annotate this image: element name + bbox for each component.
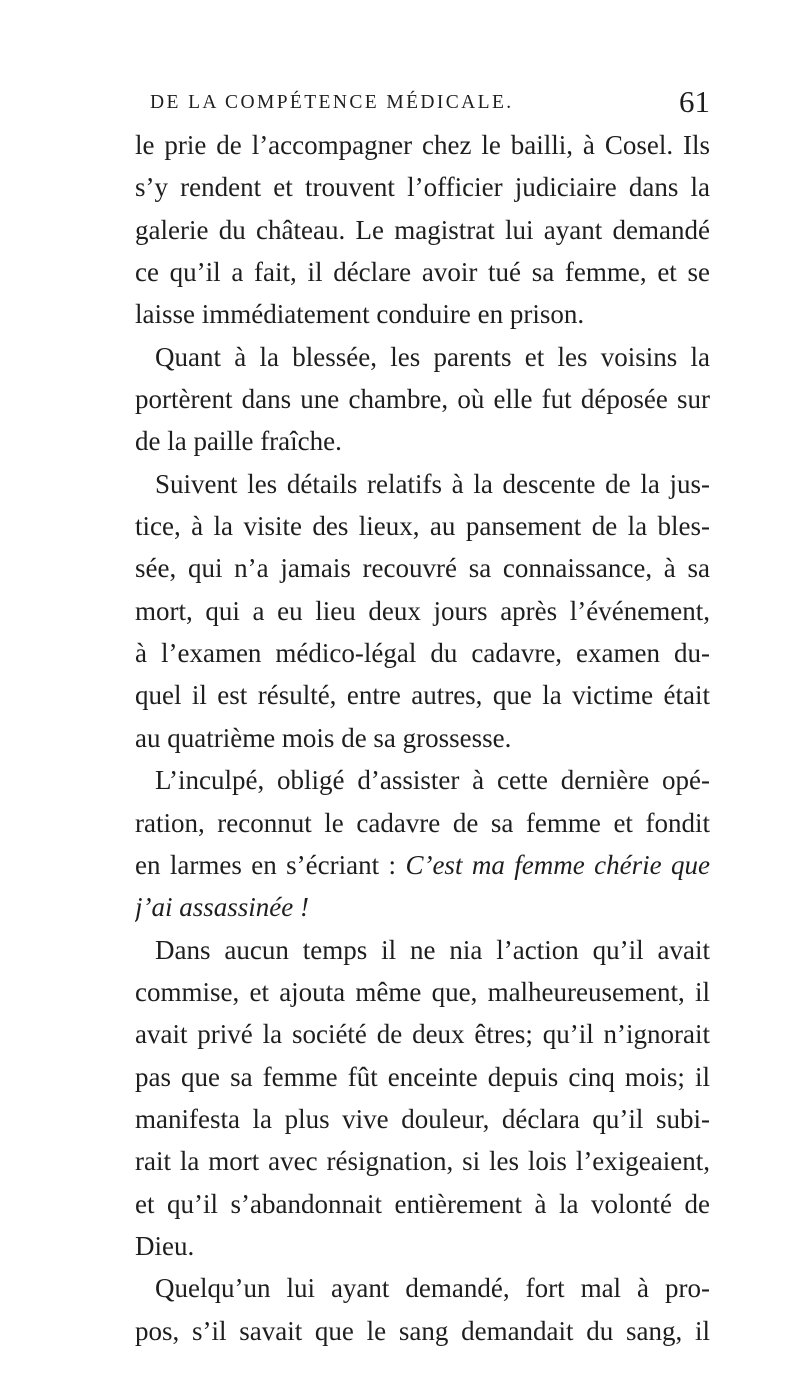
text-line-quote [135, 844, 710, 886]
page-number: 61 [679, 84, 710, 119]
text-line: au quatrième mois de sa grossesse. [135, 722, 512, 753]
text-line: s’y rendent et trouvent l’officier judiciaire dans la [135, 172, 710, 203]
text-line: de la paille fraîche. [135, 426, 342, 457]
text-line: galerie du château. Le magistrat lui ayant demandé [135, 214, 710, 245]
text-line: à l’examen médico-légal du cadavre, examen du- [135, 638, 710, 669]
text-line: ce qu’il a fait, il déclare avoir tué sa femme, et se [135, 257, 710, 288]
text-line: pos, s’il savait que le sang demandait du sang, il [135, 1315, 710, 1346]
text-lines-part-2 [135, 929, 710, 1352]
running-head [150, 86, 710, 126]
text-lines-part-1 [135, 124, 710, 844]
text-line: quel il est résulté, entre autres, que la victime était [135, 680, 710, 711]
text-line: commise, et ajouta même que, malheureusement, il [135, 976, 710, 1007]
text-line: Quelqu’un lui ayant demandé, fort mal à pro- [155, 1273, 710, 1304]
text-line: tice, à la visite des lieux, au pansement de la bles- [135, 511, 710, 542]
text-line: Dans aucun temps il ne nia l’action qu’il avait [155, 934, 710, 965]
text-line: Quant à la blessée, les parents et les voisins la [155, 341, 710, 372]
text-line: ration, reconnut le cadavre de sa femme et fondit [135, 807, 710, 838]
text-line: mort, qui a eu lieu deux jours après l’événement, [135, 595, 710, 626]
quote-prefix: en larmes en s’écriant : [135, 849, 406, 880]
text-line: manifesta la plus vive douleur, déclara qu’il subi- [135, 1103, 710, 1134]
quote-italic: C’est ma femme chérie que [405, 849, 710, 880]
text-line: laisse immédiatement conduire en prison. [135, 299, 585, 330]
text-line: sée, qui n’a jamais recouvré sa connaissance, à sa [135, 553, 710, 584]
text-line: Suivent les détails relatifs à la descente de la jus- [155, 468, 710, 499]
running-title: DE LA COMPÉTENCE MÉDICALE. [150, 92, 514, 113]
text-line: Dieu. [135, 1230, 195, 1261]
text-line: et qu’il s’abandonnait entièrement à la volonté de [135, 1188, 710, 1219]
text-line: le prie de l’accompagner chez le bailli, à Cosel. Ils [135, 130, 710, 160]
text-line: portèrent dans une chambre, où elle fut déposée sur [135, 384, 710, 415]
text-line: pas que sa femme fût enceinte depuis cinq mois; il [135, 1061, 710, 1092]
text-line: rait la mort avec résignation, si les lois l’exigeaient, [135, 1146, 710, 1177]
text-line-quote-end: j’ai assassinée ! [135, 892, 309, 923]
text-line: L’inculpé, obligé d’assister à cette dernière opé- [155, 765, 710, 796]
text-line: avait privé la société de deux êtres; qu’il n’ignorait [135, 1019, 710, 1050]
body-text [135, 124, 710, 1352]
